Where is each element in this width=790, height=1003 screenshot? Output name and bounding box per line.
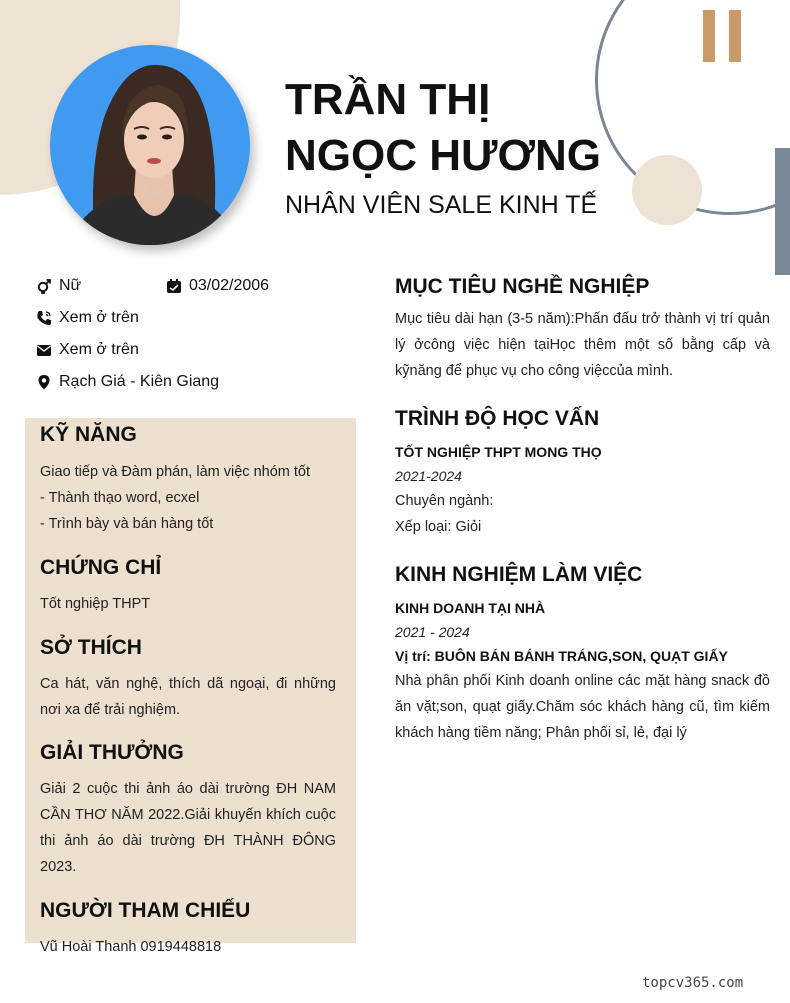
experience-position: Vị trí: BUÔN BÁN BÁNH TRÁNG,SON, QUẠT GIẤY — [395, 648, 728, 664]
experience-company: KINH DOANH TẠI NHÀ — [395, 600, 546, 616]
education-school: TỐT NGHIỆP THPT MONG THỌ — [395, 444, 602, 460]
objective-text: Mục tiêu dài hạn (3-5 năm):Phấn đấu trở thành vị trí quản lý ởcông việc hiện tạiHọc thêm một số bằng cấp và kỹnăng để phục vụ cho công việccủa mình. — [395, 311, 770, 379]
decorative-bar-shape — [703, 10, 715, 62]
skills-line: Giao tiếp và Đàm phán, làm việc nhóm tốt — [40, 464, 310, 480]
skills-heading: KỸ NĂNG — [40, 423, 137, 446]
candidate-name — [285, 72, 601, 184]
map-pin-icon — [36, 374, 52, 390]
job-title: NHÂN VIÊN SALE KINH TẾ — [285, 191, 598, 219]
education-grade: Xếp loại: Giỏi — [395, 519, 482, 535]
left-sidebar-panel — [25, 418, 356, 955]
education-heading: TRÌNH ĐỘ HỌC VẤN — [395, 407, 600, 430]
envelope-icon — [36, 342, 52, 358]
dob-text: 03/02/2006 — [189, 277, 270, 294]
experience-description: Nhà phân phối Kinh doanh online các mặt hàng snack đồ ăn vặt;son, quạt giấy.Chăm sóc khách hàng cũ, tìm kiếm khách hàng tiềm năng; Phân phối sỉ, lẻ, đại lý — [395, 673, 770, 741]
hobbies-heading: SỞ THÍCH — [40, 636, 142, 659]
experience-section — [395, 562, 770, 746]
gender-icon — [36, 278, 52, 294]
skills-line: - Thành thạo word, ecxel — [40, 490, 200, 506]
right-main-column — [395, 274, 770, 746]
contact-gender — [36, 277, 81, 295]
education-major: Chuyên ngành: — [395, 493, 494, 509]
objective-heading: MỤC TIÊU NGHỀ NGHIỆP — [395, 275, 650, 298]
certificates-text: Tốt nghiệp THPT — [40, 596, 151, 612]
contact-phone — [36, 309, 139, 327]
calendar-icon — [166, 278, 182, 294]
awards-text: Giải 2 cuộc thi ảnh áo dài trường ĐH NAM CẦN THƠ NĂM 2022.Giải khuyến khích cuộc thi ảnh áo dài trường ĐH THÀNH ĐÔNG 2023. — [40, 781, 336, 875]
decorative-bar-shape — [729, 10, 741, 62]
references-text: Vũ Hoài Thanh 0919448818 — [40, 939, 222, 955]
name-line-1: TRẦN THỊ — [285, 75, 491, 124]
phone-text: Xem ở trên — [59, 309, 139, 326]
awards-section — [40, 740, 336, 880]
hobbies-text: Ca hát, văn nghệ, thích dã ngoại, đi những nơi xa để trải nghiệm. — [40, 676, 336, 718]
references-section — [40, 898, 336, 960]
skills-section — [40, 418, 336, 537]
contact-address — [36, 373, 219, 391]
profile-photo — [50, 45, 250, 245]
decorative-side-bar — [775, 148, 790, 275]
education-period: 2021-2024 — [395, 468, 462, 484]
education-section — [395, 406, 770, 540]
portrait-illustration — [50, 45, 250, 245]
phone-icon — [36, 310, 52, 326]
address-text: Rạch Giá - Kiên Giang — [59, 373, 220, 390]
hobbies-section — [40, 635, 336, 723]
references-heading: NGƯỜI THAM CHIẾU — [40, 899, 251, 922]
contact-email — [36, 341, 139, 359]
objective-section — [395, 274, 770, 384]
awards-heading: GIẢI THƯỞNG — [40, 741, 184, 764]
name-line-2: NGỌC HƯƠNG — [285, 131, 602, 180]
decorative-circle-shape — [632, 155, 702, 225]
gender-text: Nữ — [59, 277, 82, 294]
footer-watermark: topcv365.com — [642, 975, 744, 991]
certificates-section — [40, 555, 336, 617]
experience-period: 2021 - 2024 — [395, 624, 470, 640]
skills-line: - Trình bày và bán hàng tốt — [40, 516, 214, 532]
contact-dob — [166, 277, 269, 295]
certificates-heading: CHỨNG CHỈ — [40, 556, 162, 579]
experience-heading: KINH NGHIỆM LÀM VIỆC — [395, 563, 643, 586]
email-text: Xem ở trên — [59, 341, 139, 358]
